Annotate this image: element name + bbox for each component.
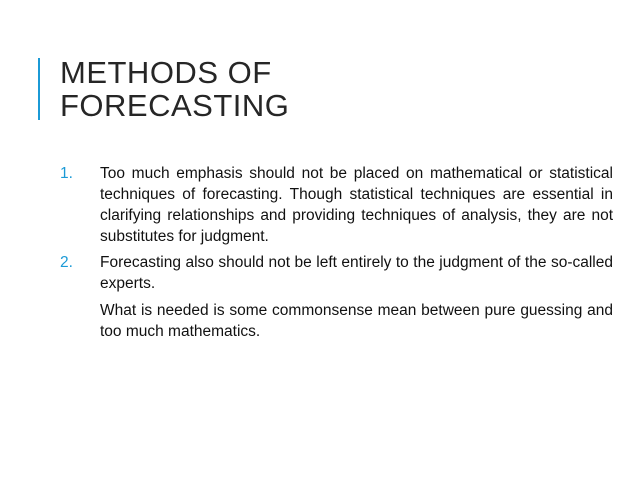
item-text: Forecasting also should not be left entirely to the judgment of the so-called experts.: [100, 254, 613, 292]
item-number: 1.: [60, 165, 73, 182]
slide-title: [60, 56, 289, 122]
slide-body: [60, 163, 613, 342]
closing-paragraph: What is needed is some commonsense mean between pure guessing and too much mathematics.: [100, 302, 613, 340]
item-number: 2.: [60, 254, 73, 271]
numbered-item-2: [60, 252, 613, 294]
title-accent-bar: [38, 58, 40, 120]
numbered-item-1: [60, 163, 613, 247]
item-text: Too much emphasis should not be placed on mathematical or statistical techniques of forecasting. Though statistical techniques are essential in clarifying relationships and providing techniques of analysis, they are not substitutes for judgment.: [100, 165, 613, 245]
slide-title-line-1: METHODS OF: [60, 55, 272, 90]
slide-title-line-2: FORECASTING: [60, 88, 290, 123]
